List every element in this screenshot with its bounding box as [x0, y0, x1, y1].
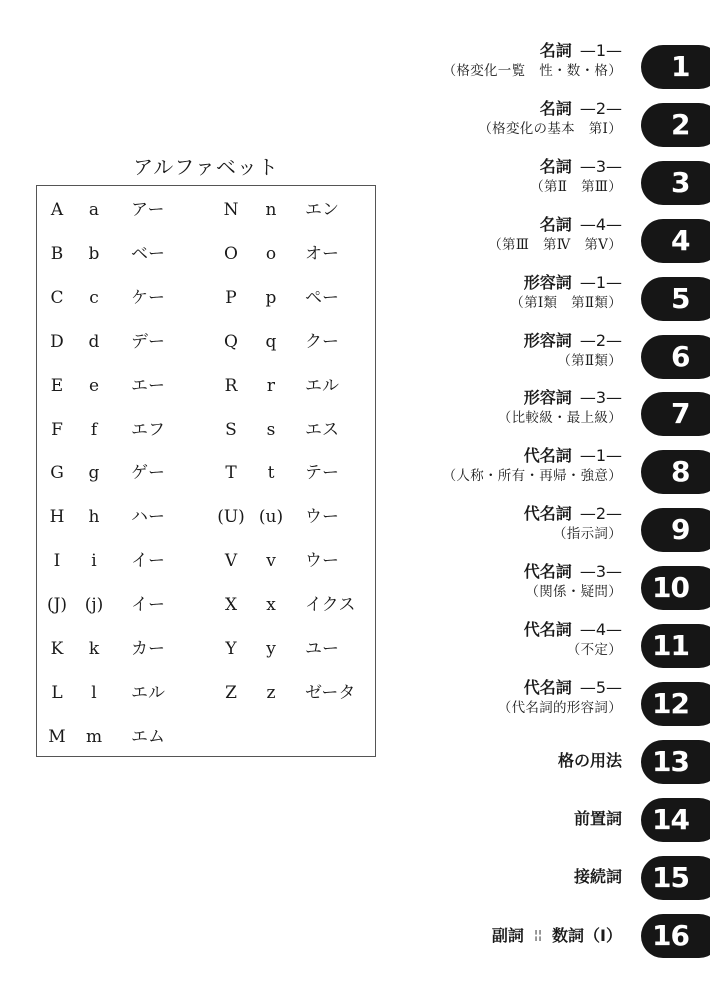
toc-title-text: 代名詞 [523, 620, 572, 639]
uppercase-letter: Y [225, 639, 237, 659]
lowercase-letter: n [265, 200, 277, 220]
katakana-name: クー [305, 331, 339, 352]
toc-title [400, 678, 622, 698]
toc-title-text: 代名詞 [523, 562, 572, 582]
toc-title [400, 331, 622, 351]
lowercase-letter: d [88, 331, 100, 352]
toc-subtitle: （比較級・最上級） [497, 410, 622, 427]
katakana-name: テー [305, 463, 339, 484]
chapter-tab[interactable]: 11 [641, 624, 710, 668]
toc-title [400, 388, 622, 408]
alphabet-row [37, 327, 375, 357]
chapter-tab[interactable]: 5 [641, 277, 710, 321]
uppercase-letter: D [50, 331, 64, 352]
toc-title-text: 形容詞 [523, 388, 572, 408]
chapter-tab[interactable]: 8 [641, 450, 710, 494]
toc-subtitle: （第Ⅱ 第Ⅲ） [530, 178, 622, 195]
lowercase-letter: f [90, 419, 98, 440]
uppercase-letter: B [50, 243, 64, 264]
toc-entry[interactable] [400, 157, 622, 197]
lowercase-letter: k [88, 639, 100, 659]
chapter-tab[interactable]: 4 [641, 219, 710, 263]
lowercase-letter: o [265, 243, 277, 264]
lowercase-letter: m [85, 726, 103, 747]
toc-part-number: —3— [579, 156, 622, 176]
alphabet-row [37, 371, 375, 401]
toc-title [400, 157, 622, 177]
toc-title [400, 923, 622, 948]
katakana-name: イクス [305, 595, 356, 616]
toc-subtitle: （格変化一覧 性・数・格） [442, 63, 622, 79]
uppercase-letter: P [225, 287, 237, 308]
toc-part-number: —2— [579, 98, 622, 118]
chapter-tab[interactable]: 13 [641, 740, 710, 784]
toc-title [400, 273, 622, 293]
katakana-name: エル [131, 682, 165, 703]
lowercase-letter: b [88, 243, 100, 264]
toc-entry[interactable] [400, 923, 622, 948]
toc-subtitle: （第Ⅲ 第Ⅳ 第Ⅴ） [488, 236, 622, 253]
toc-entry[interactable] [400, 215, 622, 255]
toc-entry[interactable] [400, 99, 622, 139]
chapter-tab[interactable]: 9 [641, 508, 710, 552]
chapter-tab[interactable]: 12 [641, 682, 710, 726]
lowercase-letter: r [266, 375, 276, 396]
toc-title [400, 446, 622, 466]
chapter-tab[interactable]: 10 [641, 566, 710, 610]
uppercase-letter: F [51, 419, 63, 440]
uppercase-letter: L [51, 682, 63, 703]
lowercase-letter: a [88, 200, 100, 220]
toc-entry[interactable] [400, 41, 622, 81]
alphabet-row [37, 502, 375, 532]
toc-subtitle: （指示詞） [553, 526, 622, 543]
uppercase-letter: K [50, 639, 64, 659]
toc-title [400, 807, 622, 831]
lowercase-letter: c [89, 287, 99, 308]
toc-entry[interactable] [400, 807, 622, 831]
toc-title-text: 形容詞 [523, 272, 572, 292]
katakana-name: カー [131, 639, 165, 659]
katakana-name: イー [131, 595, 165, 616]
alphabet-row [37, 722, 375, 752]
katakana-name: ゼータ [305, 682, 356, 703]
katakana-name: ハー [131, 507, 165, 528]
lowercase-letter: z [266, 682, 276, 703]
uppercase-letter: O [224, 243, 238, 264]
uppercase-letter: Z [225, 682, 237, 703]
katakana-name: エム [131, 726, 165, 747]
katakana-name: ケー [131, 287, 165, 308]
alphabet-row [37, 415, 375, 445]
toc-title [400, 865, 622, 889]
chapter-tab[interactable]: 16 [641, 914, 710, 958]
toc-part-number: —4— [579, 214, 622, 234]
toc-title-text: 副詞 [491, 925, 524, 945]
toc-subtitle: （人称・所有・再帰・強意） [442, 468, 622, 485]
katakana-name: デー [131, 331, 165, 352]
toc-subtitle: （第Ⅰ類 第Ⅱ類） [510, 294, 622, 311]
toc-title-text: 数詞（Ⅰ） [552, 925, 622, 945]
alphabet-row [37, 678, 375, 708]
uppercase-letter: V [224, 551, 238, 572]
toc-entry[interactable] [400, 388, 622, 428]
alphabet-row [37, 634, 375, 664]
katakana-name: ウー [305, 551, 339, 572]
toc-part-number: —1— [579, 272, 622, 292]
lowercase-letter: l [91, 682, 97, 703]
toc-title [400, 562, 622, 582]
toc-title-text: 名詞 [539, 41, 572, 60]
lowercase-letter: (j) [84, 595, 104, 616]
chapter-tab[interactable]: 7 [641, 392, 710, 436]
toc-title-text: 代名詞 [523, 677, 572, 697]
lowercase-letter: s [266, 419, 276, 440]
toc-part-number: —5— [579, 677, 622, 697]
lowercase-letter: y [266, 639, 276, 659]
alphabet-row [37, 283, 375, 313]
toc-entry[interactable] [400, 865, 622, 889]
toc-title-text: 名詞 [539, 156, 572, 176]
toc-part-number: —1— [579, 41, 622, 60]
lowercase-letter: t [267, 463, 275, 484]
toc-part-number: —4— [579, 620, 622, 639]
toc-title-text: 代名詞 [523, 504, 572, 524]
toc-entry[interactable] [400, 331, 622, 371]
toc-subtitle: （関係・疑問） [525, 584, 622, 601]
toc-subtitle: （不定） [566, 642, 622, 658]
lowercase-letter: h [88, 507, 100, 528]
uppercase-letter: N [223, 200, 239, 220]
chapter-tab[interactable]: 14 [641, 798, 710, 842]
uppercase-letter: S [225, 419, 237, 440]
toc-title-text: 前置詞 [573, 808, 622, 828]
lowercase-letter: g [88, 463, 100, 484]
uppercase-letter: H [49, 507, 65, 528]
katakana-name: エフ [131, 419, 165, 440]
toc-subtitle: （格変化の基本 第Ⅰ） [478, 120, 622, 137]
uppercase-letter: R [224, 375, 238, 396]
uppercase-letter: T [225, 463, 237, 484]
toc-title-text: 形容詞 [523, 330, 572, 350]
toc-title-text: 代名詞 [523, 446, 572, 466]
toc-part-number: —2— [579, 504, 622, 524]
alphabet-title: アルファベット [133, 155, 279, 179]
toc-entry[interactable] [400, 562, 622, 602]
toc-entry[interactable] [400, 620, 622, 660]
toc-title [400, 749, 622, 773]
lowercase-letter: p [265, 287, 277, 308]
toc-part-number: —2— [579, 330, 622, 350]
lowercase-letter: i [91, 551, 97, 572]
uppercase-letter: C [50, 287, 64, 308]
uppercase-letter: G [50, 463, 64, 484]
alphabet-row [37, 195, 375, 225]
toc-title [400, 99, 622, 119]
chapter-tab[interactable]: 1 [641, 45, 710, 89]
toc-part-number: —3— [579, 562, 622, 582]
uppercase-letter: M [48, 726, 66, 747]
uppercase-letter: X [224, 595, 238, 616]
uppercase-letter: (J) [46, 595, 68, 616]
katakana-name: エル [305, 375, 339, 396]
chapter-tab[interactable]: 3 [641, 161, 710, 205]
uppercase-letter: A [50, 200, 64, 220]
toc-title-text: 名詞 [539, 98, 572, 118]
toc-title-text: 名詞 [539, 214, 572, 234]
toc-title [400, 41, 622, 61]
toc-entry[interactable] [400, 446, 622, 486]
alphabet-row [37, 458, 375, 488]
toc-entry[interactable] [400, 504, 622, 544]
katakana-name: ユー [305, 639, 339, 659]
toc-entry[interactable] [400, 273, 622, 313]
toc-subtitle: （代名詞的形容詞） [497, 699, 622, 716]
toc-entry[interactable] [400, 678, 622, 718]
toc-subtitle: （第Ⅱ類） [557, 352, 622, 369]
katakana-name: ゲー [131, 463, 165, 484]
alphabet-table [36, 185, 376, 757]
chapter-tab[interactable]: 6 [641, 335, 710, 379]
uppercase-letter: Q [224, 331, 238, 352]
alphabet-row [37, 590, 375, 620]
katakana-name: アー [131, 200, 165, 220]
toc-title [400, 620, 622, 640]
chapter-tab[interactable]: 15 [641, 856, 710, 900]
toc-title [400, 504, 622, 524]
toc-title-text: 格の用法 [557, 750, 622, 770]
toc-part-number: —1— [579, 446, 622, 466]
katakana-name: ウー [305, 507, 339, 528]
toc-title [400, 215, 622, 235]
katakana-name: エス [305, 419, 339, 440]
lowercase-letter: q [265, 331, 277, 352]
uppercase-letter: (U) [217, 507, 245, 528]
katakana-name: オー [305, 243, 339, 264]
uppercase-letter: E [50, 375, 64, 396]
katakana-name: ベー [131, 243, 165, 264]
lowercase-letter: x [266, 595, 276, 616]
katakana-name: イー [131, 551, 165, 572]
lowercase-letter: e [88, 375, 100, 396]
katakana-name: エン [305, 200, 339, 220]
katakana-name: ペー [305, 287, 339, 308]
katakana-name: エー [131, 375, 165, 396]
toc-separator: ¦¦ [533, 927, 543, 942]
lowercase-letter: (u) [258, 507, 284, 528]
uppercase-letter: I [53, 551, 61, 572]
chapter-tab[interactable]: 2 [641, 103, 710, 147]
lowercase-letter: v [266, 551, 276, 572]
toc-title-text: 接続詞 [573, 866, 622, 886]
toc-part-number: —3— [579, 388, 622, 408]
alphabet-row [37, 239, 375, 269]
alphabet-row [37, 546, 375, 576]
toc-entry[interactable] [400, 749, 622, 773]
